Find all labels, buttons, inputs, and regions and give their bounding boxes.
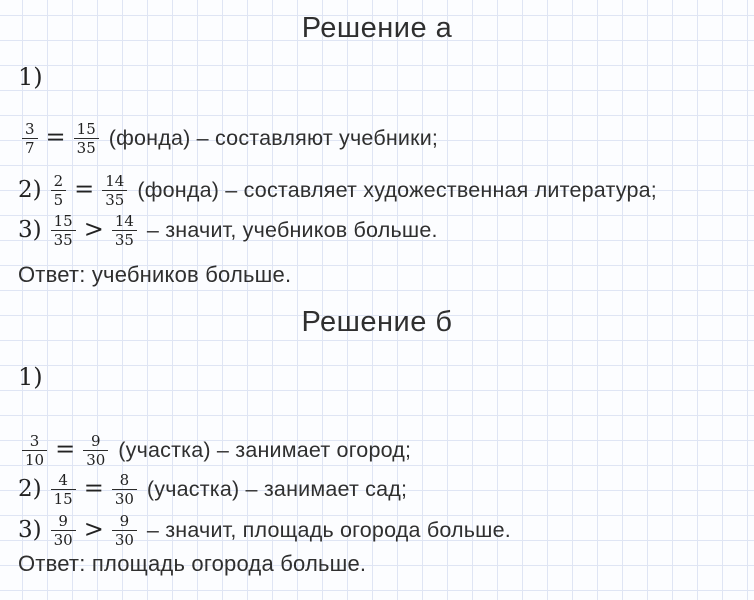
fraction-numerator: 3 [25,119,35,138]
equals-operator: = [74,175,95,203]
equals-operator: = [83,474,104,502]
section-b-step-marker: 1) [18,363,43,391]
greater-than-operator: > [83,215,104,243]
fraction-denominator: 10 [22,450,47,468]
greater-than-operator: > [83,515,104,543]
equation-text: (участка) – занимает сад; [146,476,408,501]
section-a-step-marker: 1) [18,63,43,91]
fraction [51,213,76,248]
fraction-denominator: 35 [74,138,99,156]
fraction-numerator: 14 [105,171,125,190]
section-b-equation-3 [18,507,511,553]
fraction-numerator: 3 [29,431,40,450]
fraction-numerator: 15 [76,119,96,138]
fraction-denominator: 30 [51,530,76,548]
equals-operator: = [45,123,66,151]
fraction [51,472,76,507]
section-b-equation-2 [18,466,407,512]
fraction [51,173,67,208]
step-label: 2) [18,177,42,203]
fraction-numerator: 15 [53,211,73,230]
fraction-denominator: 35 [51,230,76,248]
fraction-numerator: 9 [119,511,130,530]
fraction [112,472,137,507]
fraction [112,513,137,548]
step-label: 3) [18,517,42,543]
fraction [22,433,47,468]
fraction [51,513,76,548]
fraction [102,173,127,208]
fraction-denominator: 35 [102,190,127,208]
fraction-denominator: 7 [22,138,38,156]
fraction-denominator: 35 [112,230,137,248]
fraction-denominator: 15 [51,489,76,507]
fraction-numerator: 8 [119,470,130,489]
fraction-numerator: 9 [58,511,68,530]
fraction [74,121,99,156]
fraction-denominator: 30 [83,450,108,468]
section-a-equation-1 [18,115,438,161]
fraction [112,213,137,248]
equation-text: (фонда) – составляют учебники; [108,125,439,150]
fraction-numerator: 14 [114,211,134,230]
fraction-numerator: 9 [90,431,101,450]
equation-text: – значит, учебников больше. [146,217,438,242]
step-label: 2) [18,476,42,502]
section-b-title: Решение б [301,306,453,338]
fraction-denominator: 30 [112,530,137,548]
section-a-title: Решение а [301,12,453,44]
section-a-equation-3 [18,207,438,253]
fraction [83,433,108,468]
fraction-numerator: 2 [53,171,64,190]
equation-text: (участка) – занимает огород; [118,437,412,462]
equation-text: – значит, площадь огорода больше. [146,517,511,542]
fraction-denominator: 30 [112,489,137,507]
equals-operator: = [55,435,76,463]
equation-text: (фонда) – составляет художественная литература; [137,177,657,202]
step-label: 3) [18,217,42,243]
section-a-answer: Ответ: учебников больше. [18,262,292,287]
fraction-numerator: 4 [58,470,68,489]
fraction-denominator: 5 [51,190,67,208]
section-b-answer: Ответ: площадь огорода больше. [18,551,367,576]
fraction [22,121,38,156]
